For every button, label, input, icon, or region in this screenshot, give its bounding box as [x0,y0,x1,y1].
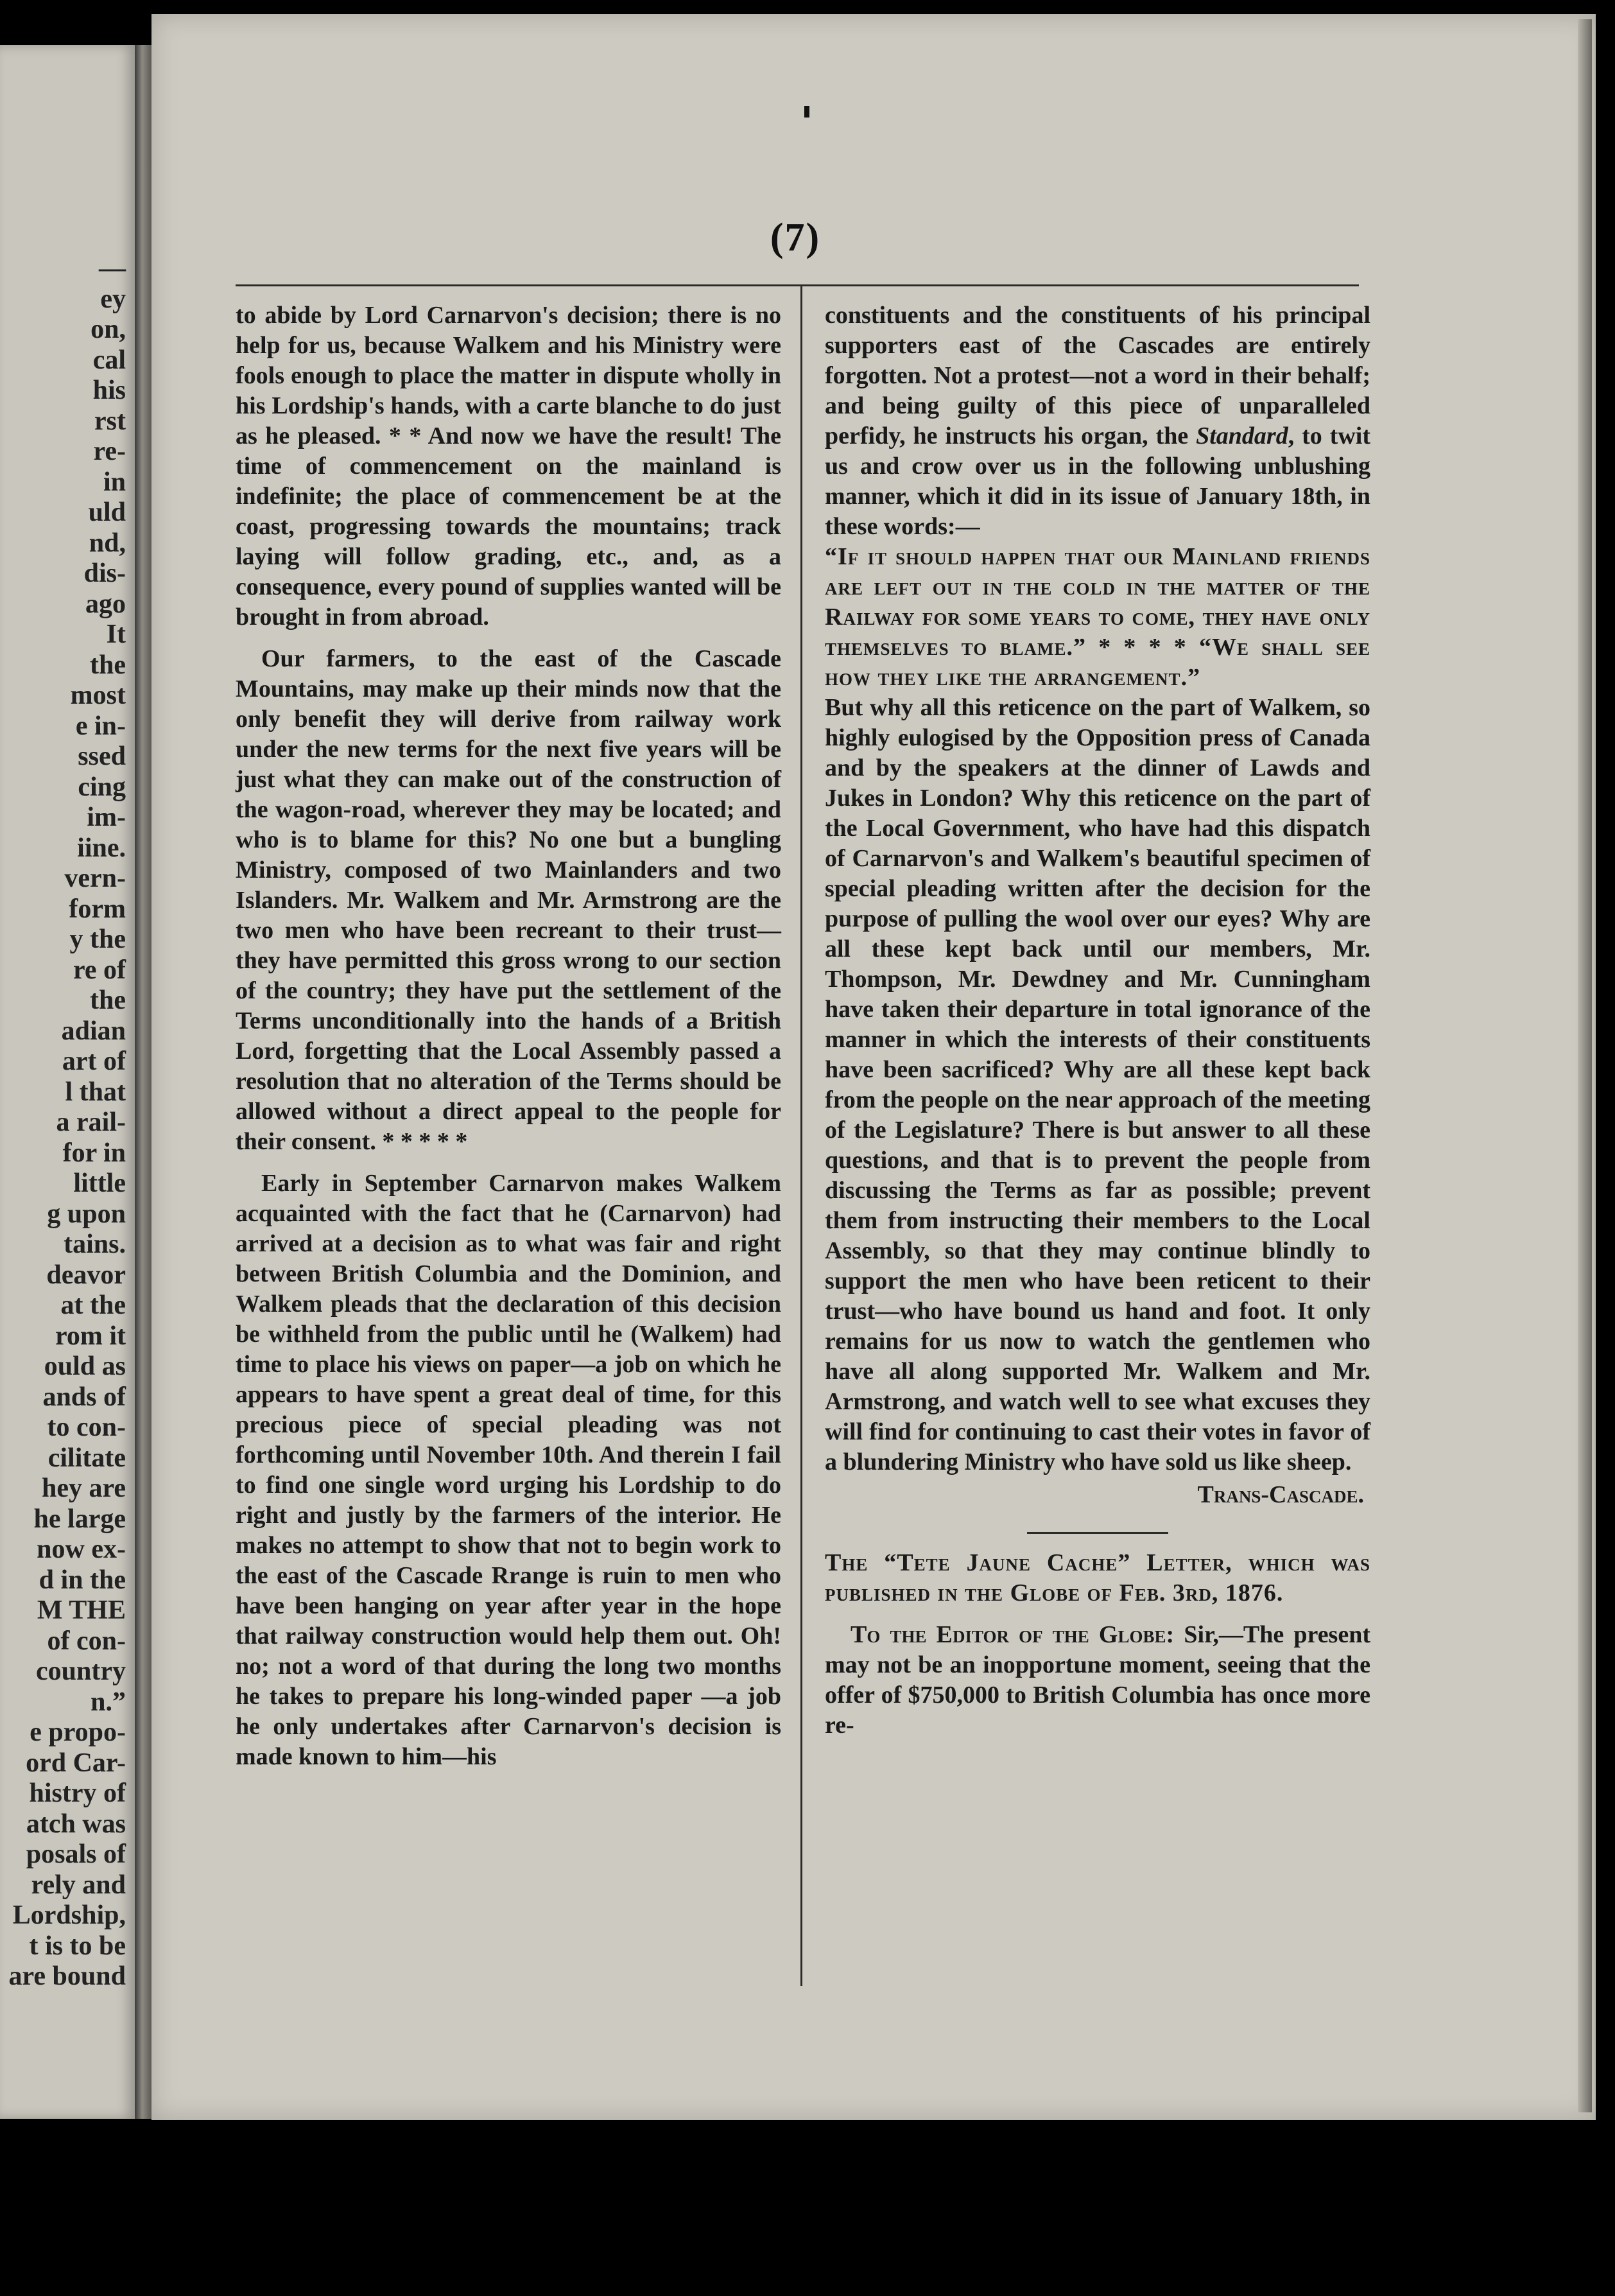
adjacent-page-text-fragment: adian [61,1016,126,1046]
adjacent-page-text-fragment: atch was [26,1809,126,1839]
adjacent-page-text-fragment: vern- [64,864,126,893]
adjacent-page-text-fragment: art of [62,1047,126,1076]
header-rule [236,284,1359,286]
adjacent-page-text-fragment: cilitate [48,1443,126,1473]
adjacent-page-text-fragment: cing [78,772,126,802]
adjacent-page-text-fragment: d in the [39,1565,126,1595]
adjacent-page-text-fragment: M THE [37,1596,126,1625]
adjacent-page-text-fragment: nd, [89,528,126,558]
adjacent-page-text-fragment: country [36,1657,126,1686]
column-divider [800,284,802,1986]
adjacent-page-text-fragment: the [90,986,126,1015]
adjacent-page-text-fragment: now ex- [37,1535,126,1564]
adjacent-page-text-fragment: a rail- [56,1108,126,1137]
right-column [825,300,1370,1741]
paragraph-gap [236,632,781,644]
adjacent-page-text-fragment: y the [69,925,126,954]
text-run: Sir,—The present may not be an inopportune moment, seeing that the offer of $750,000 to British Columbia has once more re- [825,1621,1370,1739]
adjacent-page-text-fragment: he large [33,1504,126,1534]
adjacent-page-text-fragment: deavor [46,1260,126,1290]
text-run: , to twit us and crow over us in the following unblushing manner, which it did in its issue of January 18th, in these words:— [825,422,1370,540]
section-rule [1027,1532,1168,1534]
adjacent-page-text-fragment: ssed [78,742,126,771]
paragraph: Our farmers, to the east of the Cascade Mountains, may make up their minds now that the only benefit they will derive from railway work under the new terms for the next five years will be just what they can make out of the construction of the wagon-road, wherever they may be located; and who is to blame for this? No one but a bungling Ministry, composed of two Mainlanders and two Islanders. Mr. Walkem and Mr. Armstrong are the two men who have been recreant to their trust—they have permitted this gross wrong to our section of the country; they have put the settlement of the Terms unconditionally into the hands of a British Lord, forgetting that the Local Assembly passed a resolution that no alteration of the Terms should be allowed without a direct appeal to the people for their consent. * * * * * [236,645,781,1155]
adjacent-page-text-fragment: re- [93,437,126,466]
adjacent-page-text-fragment: ago [85,589,126,619]
adjacent-page-strip [0,45,135,2119]
letter-paragraph [825,1620,1370,1741]
adjacent-page-text-fragment: cal [92,345,126,375]
adjacent-page-text-fragment: to con- [47,1413,126,1442]
adjacent-page-text-fragment: rom it [55,1321,126,1351]
adjacent-page-text-fragment: It [106,620,126,649]
text-run: constituents and the constituents of his principal supporters east of the Cascades are entirely forgotten. Not a protest—not a word in their behalf; and being guilty of this piece of unparalleled perfidy, he instructs his organ, the [825,302,1370,449]
signature: Trans-Cascade. [1197,1481,1364,1508]
page-number: (7) [770,216,821,259]
adjacent-page-text-fragment: ord Car- [26,1748,126,1778]
adjacent-page-text-fragment: uld [88,498,126,527]
adjacent-page-text-fragment: of con- [47,1626,126,1656]
paragraph-gap [825,1608,1370,1620]
adjacent-page-text-fragment: dis- [83,559,126,588]
adjacent-page-text-fragment: hey are [41,1474,126,1503]
adjacent-page-text-fragment: ould as [44,1352,126,1381]
adjacent-page-text-fragment: rely and [31,1870,126,1900]
adjacent-page-text-fragment: iine. [77,833,126,863]
adjacent-page-text-fragment: l that [65,1077,126,1107]
adjacent-page-text-fragment: on, [91,315,126,344]
paragraph: Early in September Carnarvon makes Walkem acquainted with the fact that he (Carnarvon) had arrived at a decision as to what was fair and right between British Columbia and the Dominion, and Walkem pleads that the declaration of this decision be withheld from the public until he (Walkem) had time to place his views on paper—a job on which he appears to have spent a great deal of time, for this precious piece of special pleading was not forthcoming until November 10th. And therein I fail to find one single word urging his Lordship to do right and justly by the farmers of the interior. He makes no attempt to show that not to begin work to the east of the Cascade Rrange is ruin to men who have been hanging on year after year in the hope that railway construction would help them out. Oh! no; not a word of that during the long two months he takes to prepare his long-winded paper —a job he only undertakes after Carnarvon's decision is made known to him—his [236,1170,781,1770]
adjacent-page-text-fragment: histry of [29,1779,126,1808]
adjacent-page-text-fragment: re of [73,955,126,985]
adjacent-page-text-fragment: for in [62,1138,126,1168]
book-binding [135,45,151,2119]
adjacent-page-text-fragment: — [99,254,126,283]
left-column [236,300,781,1772]
adjacent-page-text-fragment: form [69,894,126,924]
salutation: To the Editor of the Globe: [851,1621,1175,1648]
paragraph [825,300,1370,542]
adjacent-page-text-fragment: are bound [8,1961,126,1991]
adjacent-page-text-fragment: at the [60,1291,126,1320]
quoted-passage: “If it should happen that our Mainland friends are left out in the cold in the matter of the Railway for some years to come, they have only themselves to blame.” * * * * “We shall see how they like the arrangement.” [825,543,1370,691]
adjacent-page-text-fragment: im- [87,803,126,832]
newspaper-title: Standard [1196,422,1288,449]
page-edge [1578,19,1592,2112]
adjacent-page-text-fragment: in [103,467,126,497]
print-mark [804,106,809,117]
adjacent-page-text-fragment: ands of [42,1382,126,1412]
paragraph-gap [236,1157,781,1169]
adjacent-page-text-fragment: rst [94,406,126,436]
section-heading: The “Tete Jaune Cache” Letter, which was published in the Globe of Feb. 3rd, 1876. [825,1549,1370,1606]
adjacent-page-text-fragment: t is to be [29,1931,126,1961]
adjacent-page-text-fragment: ey [100,284,126,314]
adjacent-page-text-fragment: e in- [75,711,126,741]
adjacent-page-text-fragment: most [70,681,126,710]
paragraph: to abide by Lord Carnarvon's decision; there is no help for us, because Walkem and his Ministry were fools enough to place the matter in dispute wholly in his Lordship's hands, with a carte blanche to do just as he pleased. * * And now we have the result! The time of commencement on the mainland is indefinite; the place of commencement be at the coast, progressing towards the mountains; track laying will follow grading, etc., and, as a consequence, every pound of supplies wanted will be brought in from abroad. [236,302,781,631]
paragraph: But why all this reticence on the part of Walkem, so highly eulogised by the Opposition press of Canada and by the speakers at the dinner of Lawds and Jukes in London? Why this reticence on the part of the Local Government, who have had this dispatch of Carnarvon's and Walkem's beautiful specimen of special pleading written after the decision for the purpose of pulling the wool over our eyes? Why are all these kept back until our members, Mr. Thompson, Mr. Dewdney and Mr. Cunningham have taken their departure in total ignorance of the manner in which the interests of their constituents have been sacrificed? Why are all these kept back from the people on the near approach of the meeting of the Legislature? There is but answer to all these questions, and that is to prevent the people from discussing the Terms as far as possible; prevent them from instructing their members to the Local Assembly, so that they may continue blindly to support the men who have been reticent to their trust—who have bound us hand and foot. It only remains for us now to watch the gentlemen who have all along supported Mr. Walkem and Mr. Armstrong, and watch well to see what excuses they will find for continuing to cast their votes in favor of a blundering Ministry who have sold us like sheep. [825,694,1370,1475]
adjacent-page-text-fragment: tains. [64,1230,126,1259]
adjacent-page-text-fragment: Lordship, [12,1900,126,1930]
adjacent-page-text-fragment: his [92,376,126,405]
adjacent-page-text-fragment: g upon [47,1199,126,1229]
adjacent-page-text-fragment: posals of [26,1839,126,1869]
adjacent-page-text-fragment: the [90,650,126,680]
adjacent-page-text-fragment: n.” [91,1687,126,1717]
adjacent-page-text-fragment: little [73,1169,126,1198]
adjacent-page-text-fragment: e propo- [30,1718,126,1747]
